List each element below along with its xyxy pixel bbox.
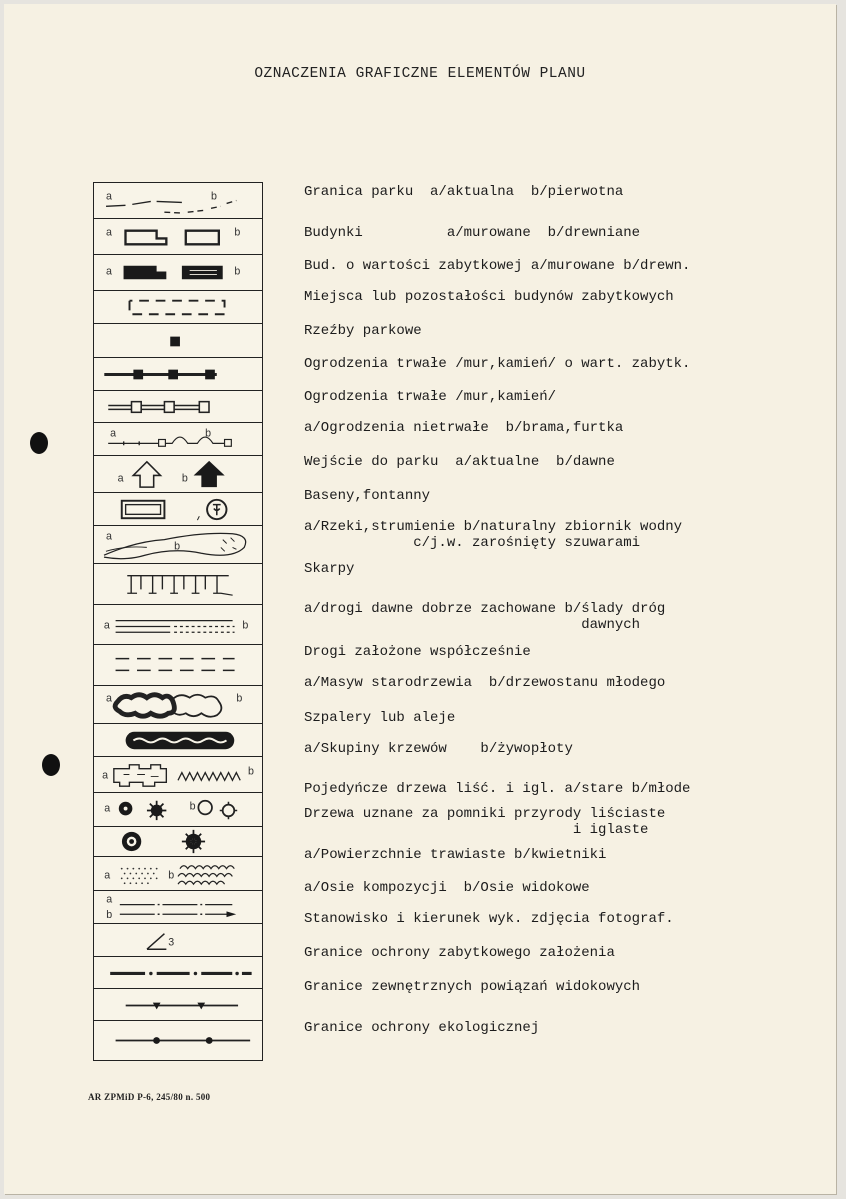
label-b: b bbox=[168, 869, 175, 882]
label-b: b bbox=[236, 692, 243, 705]
desc-buildings: Budynki a/murowane b/drewniane bbox=[304, 225, 641, 241]
label-a: a bbox=[103, 619, 110, 632]
symbol-park-boundary bbox=[94, 183, 262, 219]
symbol-rivers-ponds bbox=[94, 526, 262, 564]
symbol-historic-buildings bbox=[94, 255, 262, 291]
desc-monument-trees: Drzewa uznane za pomniki przyrody liściaste bbox=[304, 806, 666, 822]
symbol-shrubs-hedges bbox=[94, 757, 262, 793]
label-b: b bbox=[211, 190, 218, 203]
symbol-modern-roads bbox=[94, 645, 262, 686]
label-b: b bbox=[205, 427, 212, 440]
desc-historic-buildings: Bud. o wartości zabytkowej a/murowane b/drewn. bbox=[304, 258, 691, 274]
footer-print-info: AR ZPMiD P-6, 245/80 n. 500 bbox=[88, 1092, 211, 1102]
label-b: b bbox=[189, 800, 196, 813]
desc-photo-position: Stanowisko i kierunek wyk. zdjęcia fotograf. bbox=[304, 911, 674, 927]
desc-axes: a/Osie kompozycji b/Osie widokowe bbox=[304, 880, 590, 896]
desc-park-boundary: Granica parku a/aktualna b/pierwotna bbox=[304, 184, 624, 200]
label-a: a bbox=[106, 226, 113, 239]
desc-pools-fountains: Baseny,fontanny bbox=[304, 488, 431, 504]
desc-rivers-ponds-cont: c/j.w. zarośnięty szuwarami bbox=[304, 535, 641, 551]
symbol-ecological-protection-boundary bbox=[94, 1021, 262, 1061]
label-a: a bbox=[106, 190, 113, 203]
symbol-park-entrance bbox=[94, 456, 262, 493]
punch-hole-mark bbox=[42, 754, 60, 776]
label-b: b bbox=[181, 472, 188, 485]
desc-permanent-walls: Ogrodzenia trwałe /mur,kamień/ bbox=[304, 389, 557, 405]
label-a: a bbox=[106, 893, 113, 906]
symbol-view-connection-boundary bbox=[94, 989, 262, 1021]
symbol-monument-trees bbox=[94, 827, 262, 857]
symbol-old-roads bbox=[94, 605, 262, 645]
label-a: a bbox=[106, 265, 113, 278]
symbol-photo-position bbox=[94, 924, 262, 957]
desc-alleys: Szpalery lub aleje bbox=[304, 710, 456, 726]
label-b: b bbox=[248, 765, 254, 778]
desc-old-tree-stand: a/Masyw starodrzewia b/drzewostanu młodego bbox=[304, 675, 666, 691]
desc-heritage-protection-boundary: Granice ochrony zabytkowego założenia bbox=[304, 945, 615, 961]
symbol-lawns-flowerbeds bbox=[94, 857, 262, 891]
document-page bbox=[4, 4, 836, 1194]
desc-modern-roads: Drogi założone współcześnie bbox=[304, 644, 531, 660]
label-three: 3 bbox=[168, 936, 175, 949]
desc-view-connection-boundary: Granice zewnętrznych powiązań widokowych bbox=[304, 979, 641, 995]
desc-rivers-ponds: a/Rzeki,strumienie b/naturalny zbiornik wodny bbox=[304, 519, 683, 535]
desc-old-roads: a/drogi dawne dobrze zachowane b/ślady dróg bbox=[304, 601, 666, 617]
desc-old-roads-cont: dawnych bbox=[304, 617, 641, 633]
label-a: a bbox=[105, 530, 112, 543]
symbol-alleys bbox=[94, 724, 262, 757]
legend-symbol-column bbox=[93, 182, 263, 1061]
desc-park-sculptures: Rzeźby parkowe bbox=[304, 323, 422, 339]
symbol-historic-walls bbox=[94, 358, 262, 391]
label-a: a bbox=[117, 472, 124, 485]
label-b: b bbox=[242, 619, 249, 632]
label-a: a bbox=[105, 692, 112, 705]
desc-temporary-fences-gates: a/Ogrodzenia nietrwałe b/brama,furtka bbox=[304, 420, 624, 436]
desc-shrubs-hedges: a/Skupiny krzewów b/żywopłoty bbox=[304, 741, 573, 757]
symbol-embankments bbox=[94, 564, 262, 605]
symbol-single-trees bbox=[94, 793, 262, 827]
desc-park-entrance: Wejście do parku a/aktualne b/dawne bbox=[304, 454, 615, 470]
label-b: b bbox=[234, 265, 241, 278]
label-b: b bbox=[106, 909, 113, 922]
desc-historic-walls: Ogrodzenia trwałe /mur,kamień/ o wart. zabytk. bbox=[304, 356, 691, 372]
punch-hole-mark bbox=[30, 432, 48, 454]
label-a: a bbox=[104, 802, 111, 815]
desc-single-trees: Pojedyńcze drzewa liść. i igl. a/stare b/młode bbox=[304, 781, 691, 797]
symbol-permanent-walls bbox=[94, 391, 262, 423]
symbol-remnant-sites bbox=[94, 291, 262, 324]
symbol-buildings bbox=[94, 219, 262, 255]
label-a: a bbox=[104, 869, 111, 882]
page-title: OZNACZENIA GRAFICZNE ELEMENTÓW PLANU bbox=[254, 66, 586, 82]
label-b: b bbox=[234, 226, 241, 239]
label-a: a bbox=[110, 427, 117, 440]
desc-ecological-protection-boundary: Granice ochrony ekologicznej bbox=[304, 1020, 540, 1036]
desc-embankments: Skarpy bbox=[304, 561, 355, 577]
desc-lawns-flowerbeds: a/Powierzchnie trawiaste b/kwietniki bbox=[304, 847, 607, 863]
symbol-axes bbox=[94, 891, 262, 924]
label-b: b bbox=[174, 540, 181, 553]
symbol-pools-fountains bbox=[94, 493, 262, 526]
desc-monument-trees-cont: i iglaste bbox=[304, 822, 649, 838]
symbol-old-tree-stand bbox=[94, 686, 262, 724]
symbol-park-sculptures bbox=[94, 324, 262, 358]
desc-remnant-sites: Miejsca lub pozostałości budynów zabytkowych bbox=[304, 289, 674, 305]
label-a: a bbox=[102, 769, 109, 782]
symbol-heritage-protection-boundary bbox=[94, 957, 262, 989]
symbol-temporary-fences-gates bbox=[94, 423, 262, 456]
